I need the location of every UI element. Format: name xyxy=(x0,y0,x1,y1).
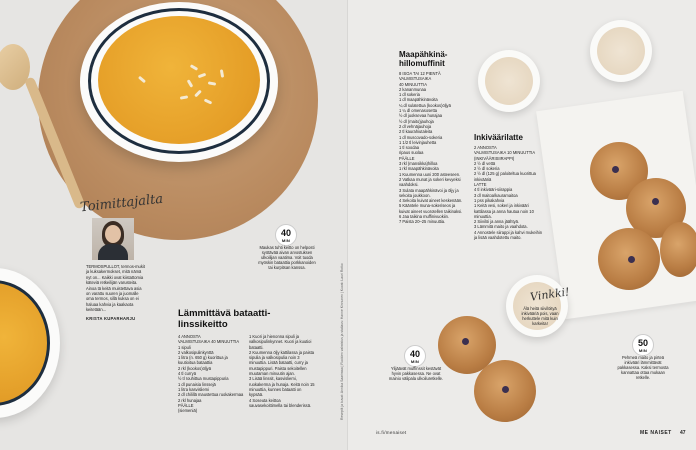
photo-credit xyxy=(340,40,348,420)
recipe-title: Lämmittävä bataatti-linssikeitto xyxy=(178,308,271,330)
editor-portrait xyxy=(92,218,134,260)
recipe-ingredients: 4 ANNOSTA VALMISTUSAIKA 40 MINUUTTIA 1 sipuli 2 valkosipulinkynttä 1 litra (n. 650 g) kuorittua ja kuutioitua bataattia 2 rkl (kookos)öljyä 4 tl curryä ½ tl rouhittua mustapippuria 1 dl punaisia linssejä 1 litra kasvisliemi 2 dl chilillä maustettua ruokakermaa 2 rkl hunajaa PÄÄLLE (siemeniä) xyxy=(178,334,244,414)
time-badge-unit: MIN xyxy=(410,359,420,364)
footer-website: is.fi/menaiset xyxy=(376,430,407,435)
muffin-recipe-body: 8 ISOA TAI 12 PIENTÄ VALMISTUSAIKA 40 MINUUTTIA 2 kananmunaa 1 dl sokeria 1 dl maapähkinävoita ¼ dl sulatettua (kookos)öljyä 1 ¼ dl omenasosetta ½ dl juoksevaa hunajaa ½ dl (maito)jauhoja 2 dl vehnäjauhoja 2 tl kaurahiutaleita 1 dl muscovado-sokeria 1 1/2 tl leivinjauhetta 1 tl soodaa ripaus suolaa PÄÄLLE 3 rkl (mansikka)hilloa 1 rkl maapähkinävoita 1 Kuumenna uuni 200 asteeseen. 2 Vatkaa munat ja sokeri kevyeksi vaahdoksi. 3 Sulata maapähkinävoi ja öljy ja sekoita joukkoon. 4 Sekoita kuivat aineet keskenään. 5 Kääntele muna-sokeriseos ja kuivat aineet vuorotellen taikinaksi. 6 Jaa taikina muffinivuokiin. 7 Paista 20–25 minuuttia. xyxy=(399,71,463,225)
soup xyxy=(98,16,260,144)
seed xyxy=(198,73,207,79)
time-badge-unit: MIN xyxy=(281,238,291,243)
jam-dot xyxy=(612,166,619,173)
badge-note: Maukas tuhti keitto on helposti syötävää aivan arvostuksen ulkoilijan vaatima. Voit tuoda myöskin bataattia porkkanoiden tai kurpitsan kanssa. xyxy=(258,245,316,270)
latte-recipe-body: 2 ANNOSTA VALMISTUSAIKA 10 MINUUTTIA (INKIVÄÄRISIIRAPPI) 2 ½ dl vettä 2 ½ dl sokeria 2 ½ dl (125 g) paloiteltua kuorittua inkivääriä LATTE 4 tl inkivääri-siirappia 3 dl maitoa/kauramaitoa 1 pss pikakahvia 1 Keitä vesi, sokeri ja inkivääri kattilassa ja anna hautua noin 10 minuuttia. 2 Siivilöi ja anna jäähtyä. 3 Lämmitä maito ja vaahdota. 4 Annostele siirappi ja kahvi mukeihin ja lisää vaahdotettu maito. xyxy=(474,145,543,241)
latte-cup xyxy=(590,20,652,82)
seed xyxy=(138,76,146,83)
muffin xyxy=(660,222,696,277)
seed xyxy=(194,90,202,98)
latte-cup xyxy=(478,50,540,112)
seed xyxy=(220,69,224,77)
muffin-recipe-title: Maapähkinä-hillomuffinit xyxy=(399,50,448,68)
tip-heading: Vinkki! xyxy=(529,285,571,304)
time-badge xyxy=(275,224,297,246)
latte-recipe-title: Inkiväärilatte xyxy=(474,133,523,142)
editor-column xyxy=(86,264,146,321)
muffin xyxy=(474,360,536,422)
muffin xyxy=(598,228,660,290)
tip-text: Älä heitä siivilöityä inkivääriä pois, vaan herkuttele mitä kuin karkeita! xyxy=(521,306,559,326)
seed xyxy=(187,79,194,87)
latte-badge-note: Pehmeä maito ja pirteä inkivääri lämmittävät pakkasessa. Kaksi termosta kannattaa ottaa mukaan retkelle. xyxy=(617,355,669,380)
seed xyxy=(204,98,213,104)
second-soup-bowl xyxy=(0,268,60,418)
recipe-columns xyxy=(178,334,318,413)
time-badge-number: 50 xyxy=(637,338,648,348)
portrait-body xyxy=(98,244,128,260)
page-number: 47 xyxy=(680,430,686,436)
recipe-steps: 1 Kuori ja hienonna sipuli ja valkosipulinkynnet. Kuori ja kuutioi bataatti. 2 Kuumenna öljy kattilassa ja paista sipulia ja valkosipulia noin 3 minuuttia. Lisää bataatti, curry ja mustapippuri. Paista sekoitellen muutaman minuutin ajan. 3 Lisää linssit, kasvisliemi, ruokakerma ja hunaja. Keitä noin 15 minuuttia, kunnes bataatti on kypsää. 4 Soseuta keittoa sauvasekoittimella tai blenderissä. xyxy=(249,334,315,408)
editor-signature: Toimittajalta xyxy=(79,191,164,216)
jam-dot xyxy=(652,198,659,205)
time-badge-number: 40 xyxy=(280,228,291,238)
seed xyxy=(190,64,198,71)
seed xyxy=(208,81,216,85)
latte-foam xyxy=(597,27,645,75)
muffin-badge-note: Ylijäävät muffinssit kestävät hyvin pakkasessa. Ne ovat mainio välipala ulkoiluretkelle. xyxy=(388,366,444,381)
soup-bowl xyxy=(80,2,278,162)
time-badge-number: 40 xyxy=(409,349,420,359)
portrait-face xyxy=(105,225,121,243)
muffin-time-badge xyxy=(404,345,426,367)
editor-intro: TERMOSPULLOT, termos-mukit ja kuksakermokset, mitä nämä nyt on... Kaikki ovat kiistattomia käteviä retkeilijän varusteita. Ainoa tä keitä muistettava asia on varattu suuren ja juomalle oma termos, sillä kuksa on ei haluaa kahvia ja kaakaota keitetään... xyxy=(86,264,145,313)
latte-recipe xyxy=(474,133,546,240)
soup xyxy=(0,280,50,406)
jam-dot xyxy=(628,256,635,263)
photo-credit-text: Reseptit ja kuvat: Annika Saarimaa | Ruokien valmistus ja stailaus: Hanne Kinnunen | Kuvat: Lauri Rotko xyxy=(340,263,344,420)
seed xyxy=(180,95,188,99)
footer-magazine-name: ME NAISET xyxy=(640,430,672,436)
time-badge-unit: MIN xyxy=(638,348,648,353)
latte-time-badge xyxy=(632,334,654,356)
muffin-recipe xyxy=(399,50,467,225)
jam-dot xyxy=(462,338,469,345)
latte-foam xyxy=(485,57,533,105)
soup-recipe xyxy=(178,308,318,413)
jam-dot xyxy=(502,386,509,393)
editor-name: KRISTA KUPARHARJU xyxy=(86,315,136,321)
